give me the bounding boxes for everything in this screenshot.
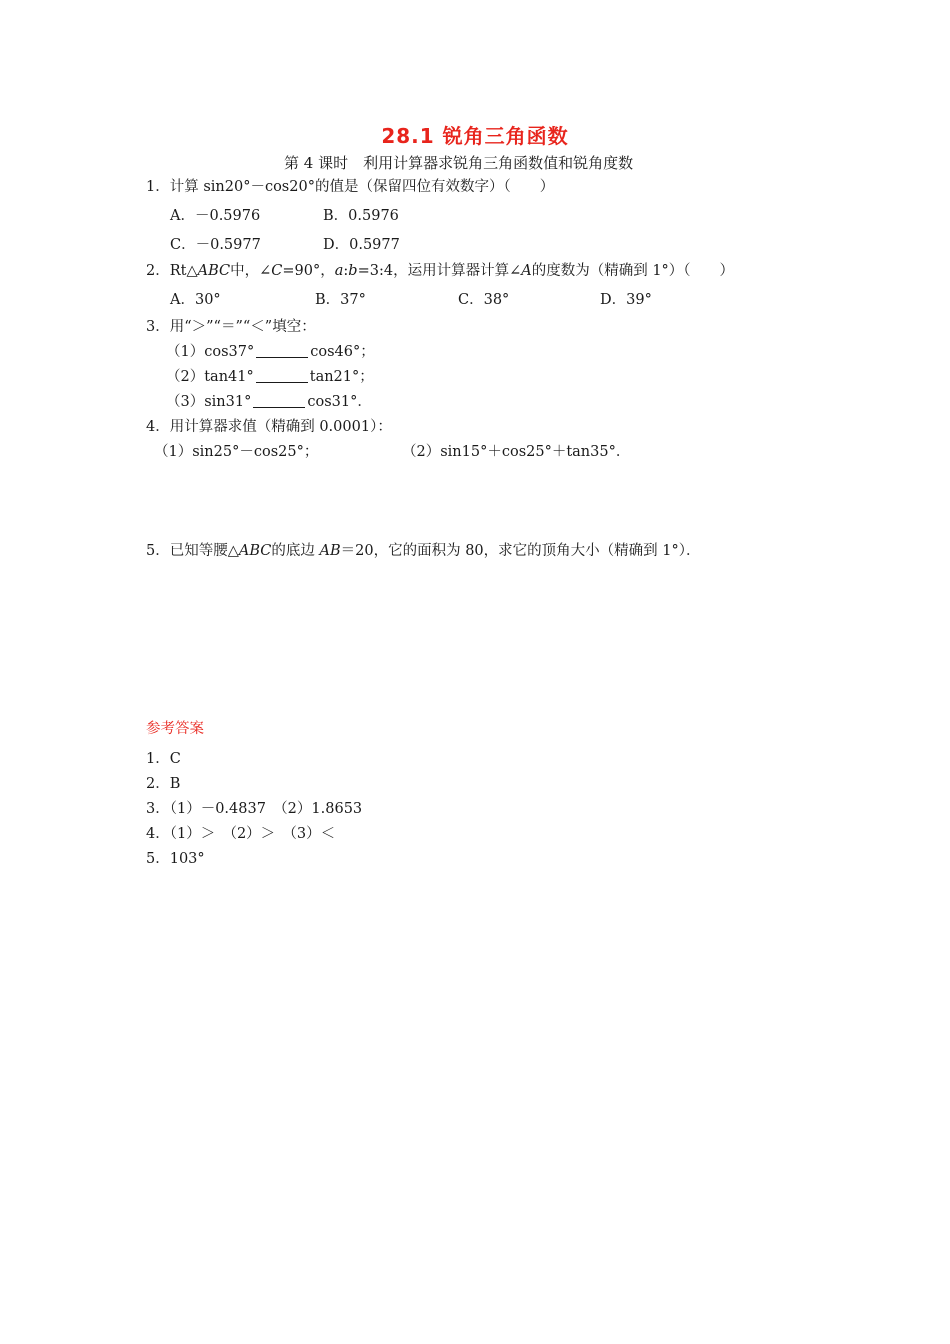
question-2-option-c: C．38°: [458, 292, 510, 308]
question-4-part-2: （2）sin15°＋cos25°＋tan35°．: [402, 444, 631, 460]
answer-blank[interactable]: [253, 393, 305, 408]
answer-item: 3．（1）－0.4837 （2）1.8653: [146, 801, 363, 817]
question-1-option-c: C．－0.5977: [170, 237, 261, 253]
question-2-option-d: D．39°: [600, 292, 652, 308]
item-text: （3）sin31°: [166, 394, 252, 410]
question-2-side-a: a: [334, 263, 344, 279]
question-2-side-b: b: [348, 263, 358, 279]
question-5-text: 5．已知等腰△: [146, 543, 239, 559]
answer-item: 5．103°: [146, 851, 205, 867]
question-3-item-1: [166, 343, 375, 361]
question-3-stem: 3．用“＞”“＝”“＜”填空：: [146, 319, 316, 335]
item-text: cos31°．: [307, 394, 372, 410]
item-text: cos46°；: [310, 344, 375, 360]
item-text: tan21°；: [309, 369, 374, 385]
question-2-stem: [146, 262, 734, 280]
answer-blank[interactable]: [256, 368, 308, 383]
question-5-base: AB: [319, 543, 341, 559]
question-3-item-2: [166, 368, 374, 386]
question-1-option-a: A．－0.5976: [170, 208, 261, 224]
question-3-item-3: [166, 393, 372, 411]
question-1-option-d: D．0.5977: [323, 237, 400, 253]
answer-item: 2．B: [146, 776, 181, 792]
question-2-angle-c: C: [271, 263, 283, 279]
page-subtitle: 第 4 课时 利用计算器求锐角三角函数值和锐角度数: [284, 154, 634, 172]
answer-blank[interactable]: [256, 343, 308, 358]
question-2-text: :: [343, 263, 349, 279]
question-2-text: =90°，: [282, 263, 335, 279]
answer-item: 4．（1）＞ （2）＞ （3）＜: [146, 826, 336, 842]
question-5-triangle: ABC: [238, 543, 272, 559]
answers-heading: 参考答案: [146, 721, 204, 737]
question-5-stem: [146, 542, 700, 560]
question-2-option-a: A．30°: [170, 292, 221, 308]
answer-item: 1．C: [146, 751, 181, 767]
question-2-text: =3:4，运用计算器计算∠: [357, 263, 522, 279]
item-text: （2）tan41°: [166, 369, 254, 385]
page-title: 28.1 锐角三角函数: [381, 124, 569, 148]
question-5-text: ＝20，它的面积为 80，求它的顶角大小（精确到 1°）．: [340, 543, 701, 559]
question-1-stem: 1．计算 sin20°－cos20°的值是（保留四位有效数字）（ ）: [146, 179, 555, 195]
question-2-text: 的度数为（精确到 1°）（ ）: [531, 263, 735, 279]
question-1-option-b: B．0.5976: [323, 208, 399, 224]
question-2-text: 中，∠: [230, 263, 272, 279]
question-2-text: 2．Rt△: [146, 263, 198, 279]
question-2-triangle: ABC: [197, 263, 231, 279]
question-4-part-1: （1）sin25°－cos25°；: [154, 444, 319, 460]
question-4-stem: 4．用计算器求值（精确到 0.0001）：: [146, 419, 392, 435]
item-text: （1）cos37°: [166, 344, 255, 360]
question-2-option-b: B．37°: [315, 292, 366, 308]
question-2-angle-a: A: [521, 263, 532, 279]
question-5-text: 的底边: [271, 543, 320, 559]
